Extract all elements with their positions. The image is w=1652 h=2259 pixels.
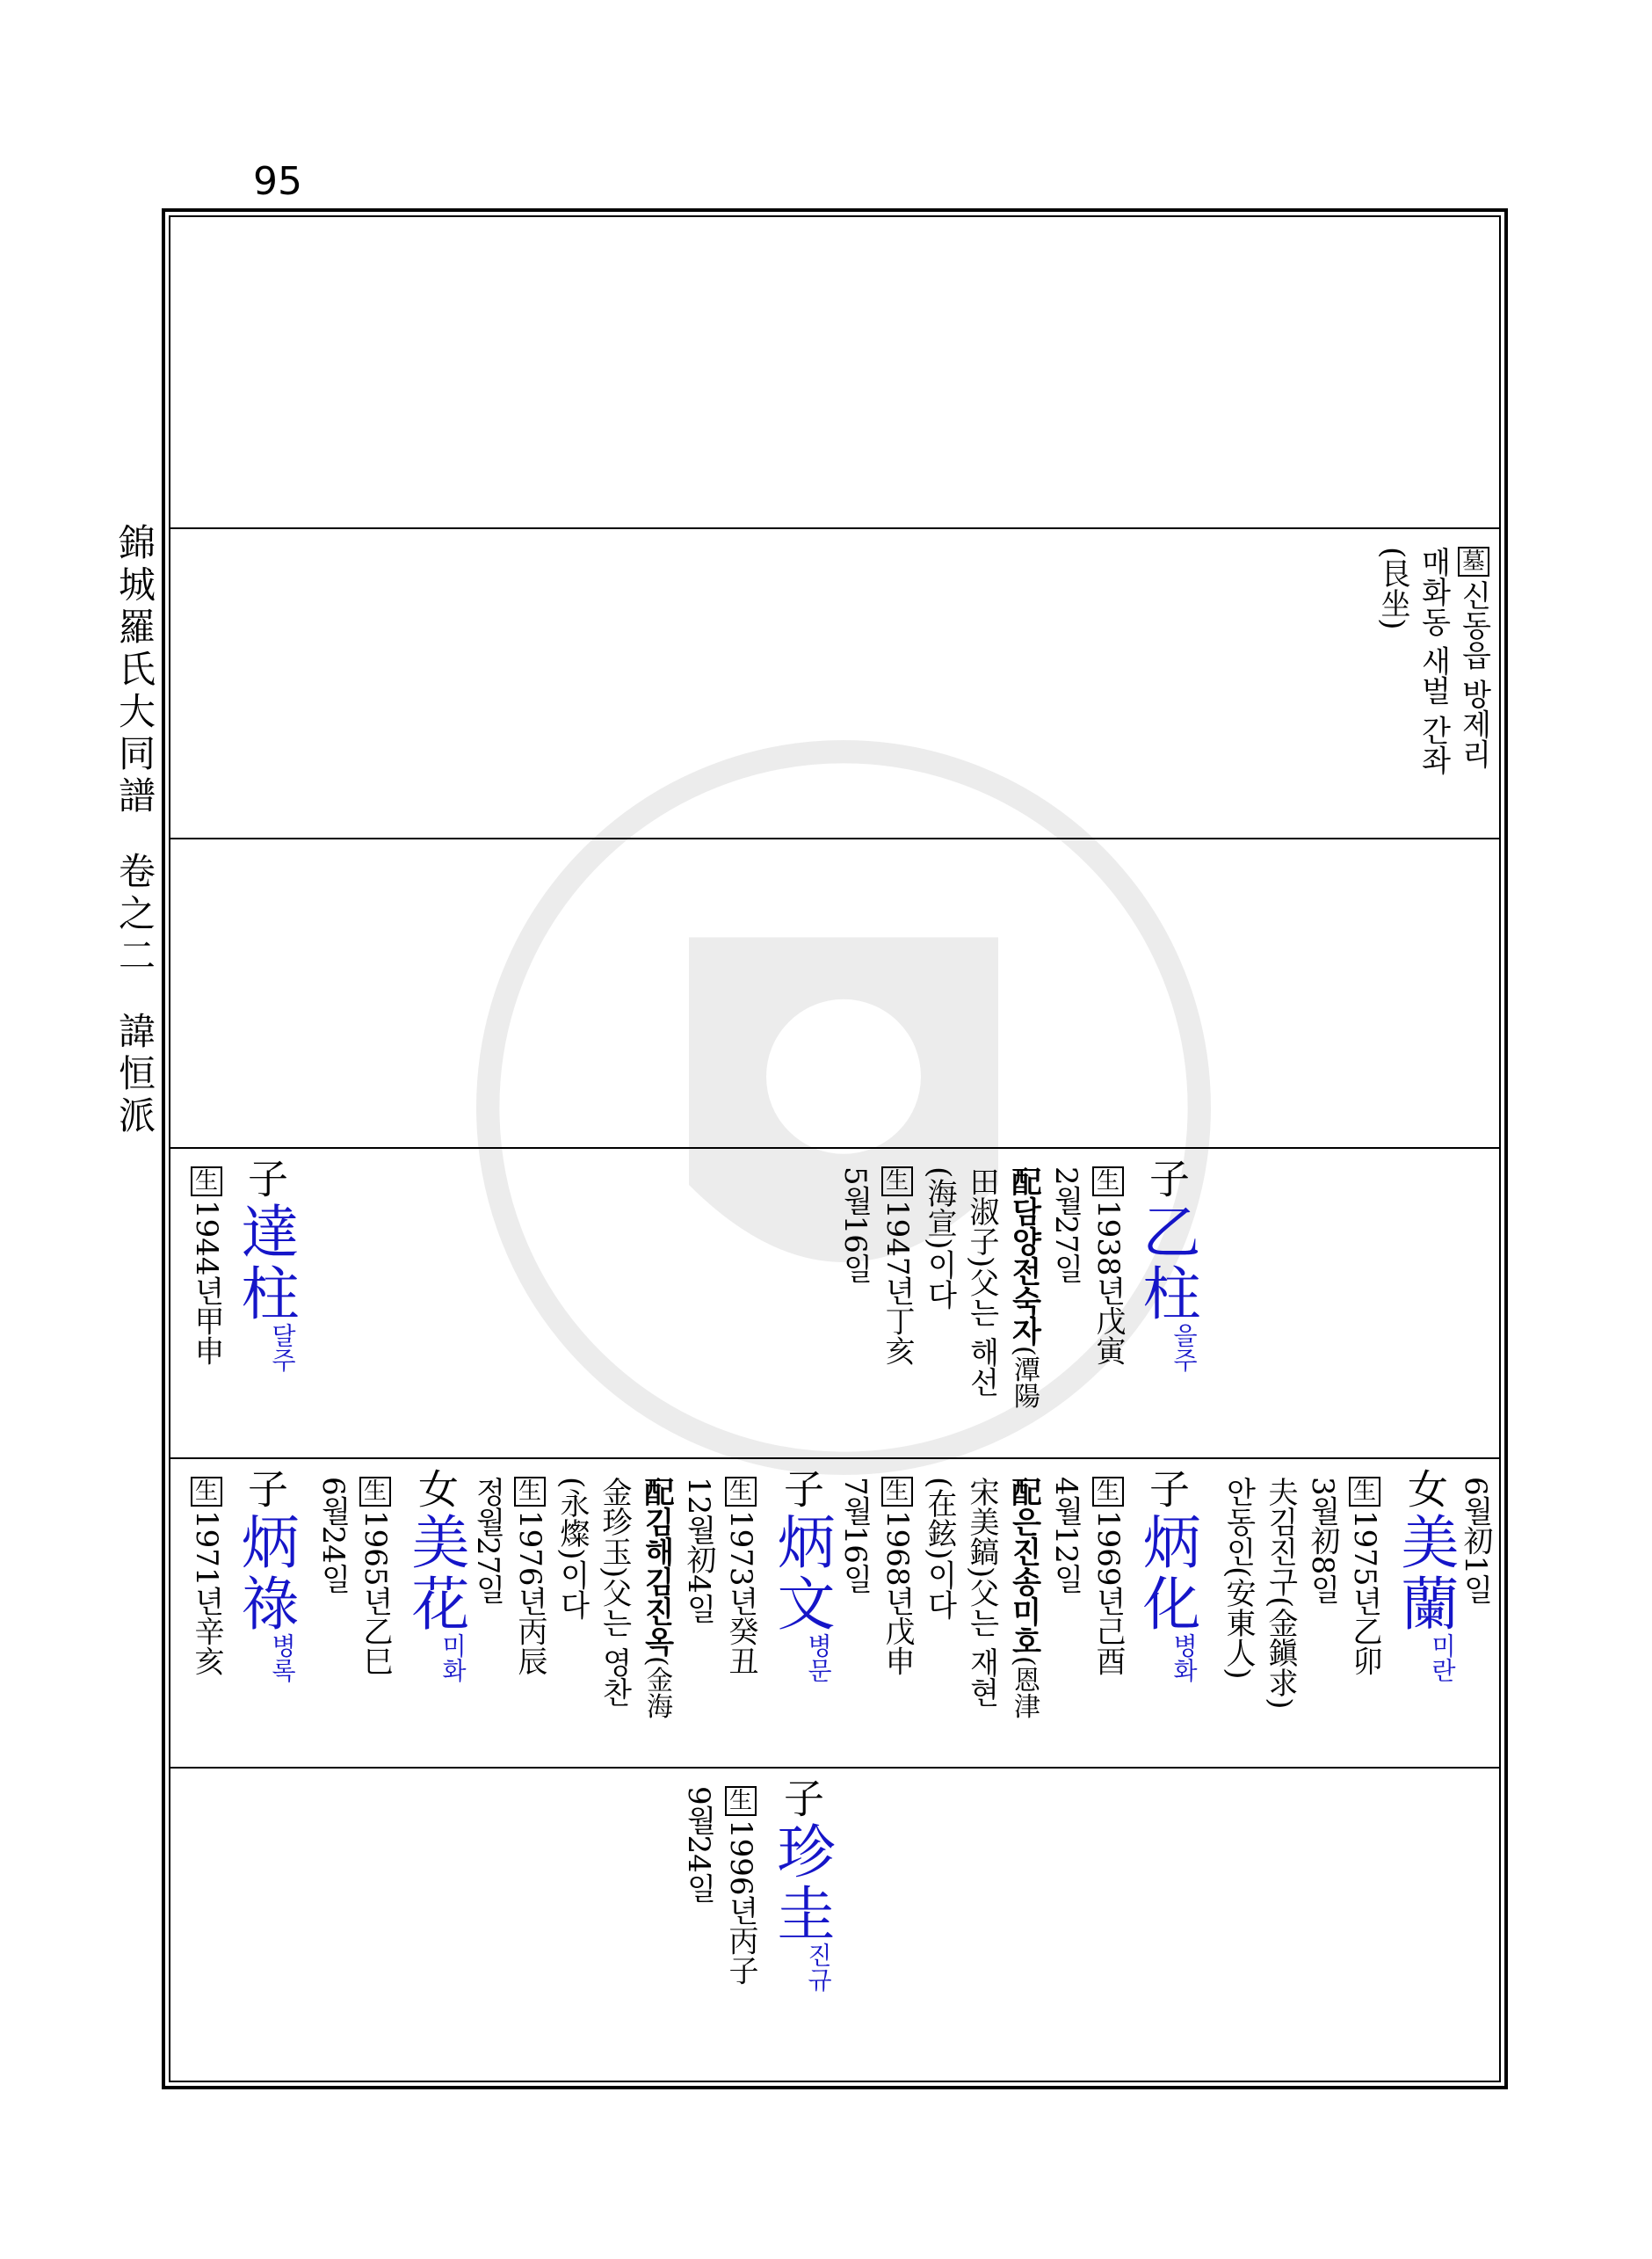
name-reading: 병록 xyxy=(268,1633,297,1682)
spouse-detail: 田淑子)父는 해선 xyxy=(964,1166,999,1398)
genealogy-title: 錦城羅氏大同譜 xyxy=(113,523,156,818)
birth-mark: 生 xyxy=(1092,1477,1124,1507)
birth-mark: 生 xyxy=(725,1477,757,1507)
person-name-byeonghwa: 炳化 xyxy=(1133,1512,1200,1635)
relation-son: 子 xyxy=(242,1468,289,1508)
spouse-name: 김해김진옥 xyxy=(639,1507,674,1656)
birth-line: 生1944년甲申 xyxy=(189,1168,224,1366)
person-name-byeongnok: 炳祿 xyxy=(231,1512,299,1635)
husband-origin: 안동인(安東人) xyxy=(1221,1477,1256,1680)
person-name-mihwa: 美花 xyxy=(402,1512,469,1635)
relation-son: 子 xyxy=(1143,1468,1191,1508)
grave-line-1: 墓신동읍 방제리 xyxy=(1456,548,1491,769)
birth-date: 9월24일 xyxy=(681,1786,716,1903)
spouse-line: 配김해김진옥(金海 xyxy=(639,1477,674,1719)
person-name-miran: 美蘭 xyxy=(1391,1512,1459,1635)
birth-mark: 生 xyxy=(1092,1166,1124,1196)
birth-mark: 生 xyxy=(725,1786,757,1816)
relation-son: 子 xyxy=(1143,1158,1191,1198)
grave-mark: 墓 xyxy=(1458,547,1489,577)
spouse-line: 配은진송미호(恩津 xyxy=(1006,1477,1041,1719)
birth-date: 12월初4일 xyxy=(681,1477,716,1623)
birth-line: 生1971년辛亥 xyxy=(189,1478,224,1676)
spouse-birth-line: 生1947년丁亥 xyxy=(880,1168,915,1366)
birth-mark: 生 xyxy=(514,1477,546,1507)
continued-date: 6월初1일 xyxy=(1458,1477,1493,1605)
husband-line: 夫김진구(金鎭求) xyxy=(1263,1477,1298,1710)
spouse-birth-date: 정월27일 xyxy=(470,1477,505,1605)
grave-line-3: (艮坐) xyxy=(1375,547,1410,630)
person-name-jingyu: 珍圭 xyxy=(767,1821,835,1944)
name-reading: 을주 xyxy=(1170,1323,1199,1372)
spouse-detail: (海宣)이다 xyxy=(922,1166,957,1310)
spouse-detail: 宋美鎬)父는 재현 xyxy=(964,1477,999,1708)
name-reading: 미란 xyxy=(1428,1633,1457,1682)
name-reading: 진규 xyxy=(804,1943,833,1992)
birth-date: 4월12일 xyxy=(1048,1477,1083,1594)
birth-line: 生1996년丙子 xyxy=(723,1788,758,1986)
generation-row-6 xyxy=(170,1769,1499,2080)
relation-son: 子 xyxy=(778,1468,825,1508)
name-reading: 병문 xyxy=(804,1633,833,1682)
birth-mark: 生 xyxy=(359,1477,391,1507)
volume-label: 卷之二 xyxy=(113,852,156,978)
generation-row-2 xyxy=(170,529,1499,837)
spouse-label: 配 xyxy=(1006,1166,1041,1196)
birth-line: 生1975년乙卯 xyxy=(1347,1478,1382,1676)
birth-mark: 生 xyxy=(191,1477,222,1507)
page-number: 95 xyxy=(253,159,302,204)
spouse-detail: (在鉉)이다 xyxy=(922,1477,957,1620)
person-name-eulju: 乙柱 xyxy=(1133,1202,1200,1325)
spouse-birth-line: 生1976년丙辰 xyxy=(512,1478,547,1676)
birth-mark: 生 xyxy=(881,1477,913,1507)
relation-son: 子 xyxy=(242,1158,289,1198)
spouse-label: 配 xyxy=(639,1477,674,1507)
spouse-birth-line: 生1968년戊申 xyxy=(880,1478,915,1676)
generation-row-4 xyxy=(170,1149,1499,1456)
birth-line: 生1973년癸丑 xyxy=(723,1478,758,1676)
generation-row-5 xyxy=(170,1459,1499,1765)
spouse-line: 配담양전숙자(潭陽 xyxy=(1006,1166,1041,1409)
name-reading: 달주 xyxy=(268,1323,297,1372)
spouse-detail: (永燦)이다 xyxy=(554,1477,590,1620)
spouse-name: 은진송미호 xyxy=(1006,1507,1041,1656)
branch-label: 諱恒派 xyxy=(113,1012,156,1138)
side-title xyxy=(104,514,165,1147)
spouse-label: 配 xyxy=(1006,1477,1041,1507)
spouse-birth-date: 5월16일 xyxy=(837,1166,873,1283)
spouse-birth-date: 7월16일 xyxy=(837,1477,873,1594)
birth-mark: 生 xyxy=(1349,1477,1380,1507)
relation-son: 子 xyxy=(778,1777,825,1818)
spouse-detail: 金珍玉)父는 영찬 xyxy=(597,1477,632,1708)
relation-daughter: 女 xyxy=(1402,1468,1449,1508)
relation-daughter: 女 xyxy=(412,1468,460,1508)
name-reading: 미화 xyxy=(438,1633,467,1682)
birth-mark: 生 xyxy=(191,1166,222,1196)
birth-line: 生1938년戊寅 xyxy=(1090,1168,1126,1366)
name-reading: 병화 xyxy=(1170,1633,1199,1682)
grave-line-2: 매화동 새벌 간좌 xyxy=(1416,547,1451,775)
row-divider xyxy=(169,838,1501,839)
birth-date: 3월初8일 xyxy=(1305,1477,1340,1605)
birth-line: 生1965년乙巳 xyxy=(358,1478,393,1676)
birth-date: 2월27일 xyxy=(1048,1166,1083,1283)
birth-mark: 生 xyxy=(881,1166,913,1196)
spouse-name: 담양전숙자 xyxy=(1006,1196,1041,1346)
birth-line: 生1969년己酉 xyxy=(1090,1478,1126,1676)
person-name-byeongmun: 炳文 xyxy=(767,1512,835,1635)
person-name-dalju: 達柱 xyxy=(231,1202,299,1325)
birth-date: 6월24일 xyxy=(315,1477,351,1594)
